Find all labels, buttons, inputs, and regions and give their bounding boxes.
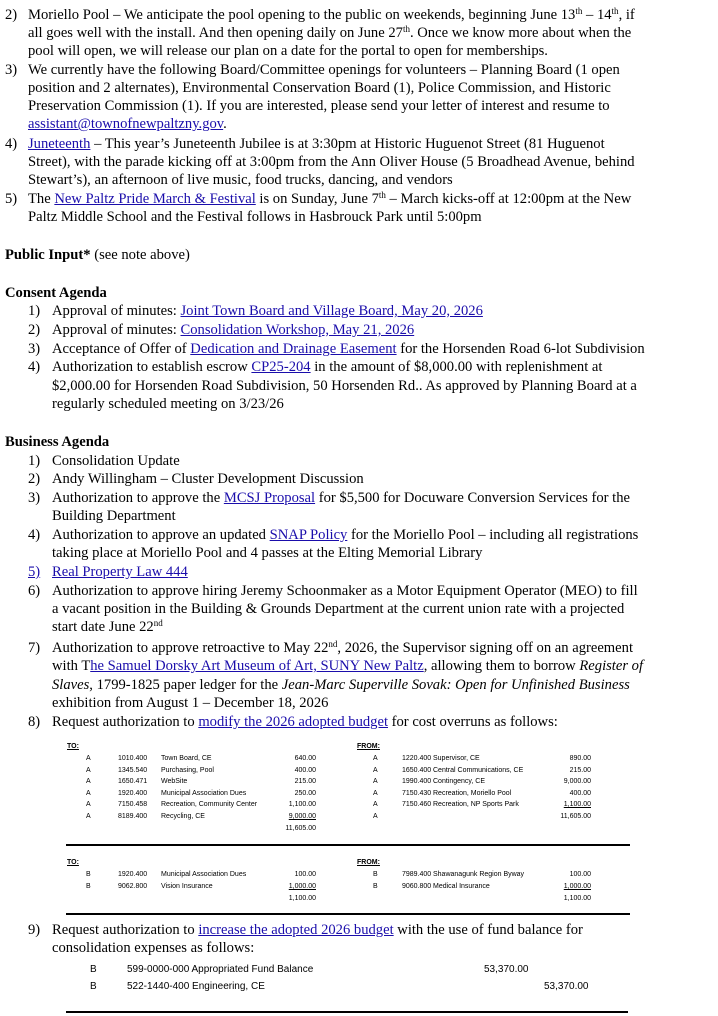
consent-agenda-heading: Consent Agenda — [5, 285, 107, 301]
pride-festival-link[interactable]: New Paltz Pride March & Festival — [54, 191, 256, 207]
item-5-number-link[interactable]: 5) — [28, 564, 41, 580]
amount: 640.00 — [294, 755, 316, 762]
item-number: 4) — [28, 359, 41, 375]
amount: 400.00 — [294, 767, 316, 774]
account-desc: Medical Insurance — [433, 883, 490, 890]
business-item-hiring: Authorization to approve hiring Jeremy Schoonmaker as a Motor Equipment Operator (MEO) to fill — [52, 583, 638, 599]
table-divider — [66, 1011, 628, 1013]
account-desc: Purchasing, Pool — [161, 767, 214, 774]
account-desc: Recreation, NP Sports Park — [433, 801, 519, 808]
from-label: FROM: — [357, 859, 380, 866]
fund-code: B — [90, 981, 97, 992]
item-number: 5) — [5, 191, 18, 207]
business-item-consolidation: Consolidation Update — [52, 453, 180, 469]
account-code: 8189.400 — [118, 813, 148, 820]
to-label: TO: — [67, 743, 79, 750]
business-item-budget-increase: consolidation expenses as follows: — [52, 940, 255, 956]
modify-budget-link[interactable]: modify the 2026 adopted budget — [198, 714, 388, 730]
business-item-snap: taking place at Moriello Pool and 4 passes at the Elting Memorial Library — [52, 545, 483, 561]
dorsky-museum-link[interactable]: he Samuel Dorsky Art Museum of Art, SUNY New Paltz — [90, 658, 424, 674]
account-code: 7150.430 — [402, 790, 432, 797]
fund-code: A — [86, 778, 91, 785]
fund-code: A — [86, 767, 91, 774]
account-desc: Recreation, Community Center — [161, 801, 258, 808]
fund-code: B — [90, 964, 97, 975]
account-desc: Supervisor, CE — [433, 755, 480, 762]
account-desc: Municipal Association Dues — [161, 871, 247, 878]
account-desc: WebSite — [161, 778, 188, 785]
announcement-pride-line: The New Paltz Pride March & Festival is on Sunday, June 7th – March kicks-off at 12:00pm at the New — [28, 190, 632, 207]
fund-code: B — [373, 883, 378, 890]
account-code: 1650.400 — [402, 767, 432, 774]
fund-code: A — [86, 790, 91, 797]
business-item-dorsky: exhibition from August 1 – December 18, 2026 — [52, 695, 329, 711]
to-total: 11,605.00 — [285, 825, 316, 832]
account-desc: Town Board, CE — [161, 755, 212, 762]
consent-item-escrow: $2,000.00 for Horsenden Road Subdivision, 50 Horsenden Rd.. As approved by Planning Board at a — [52, 378, 637, 394]
assistant-email-link[interactable]: assistant@townofnewpaltzny.gov — [28, 116, 224, 132]
consent-item-easement: Acceptance of Offer of Dedication and Drainage Easement for the Horsenden Road 6-lot Subdivision — [52, 341, 645, 357]
to-label: TO: — [67, 859, 79, 866]
amount: 53,370.00 — [484, 964, 529, 975]
amount: 400.00 — [569, 790, 591, 797]
consent-item-minutes-workshop: Approval of minutes: Consolidation Workshop, May 21, 2026 — [52, 322, 415, 338]
announcement-pride-line: Paltz Middle School and the Festival follows in Hasbrouck Park until 5:00pm — [28, 209, 482, 225]
item-number: 3) — [28, 341, 41, 357]
business-item-hiring: a vacant position in the Building & Grounds Department at the current union rate with a projected — [52, 601, 625, 617]
amount: 9,000.00 — [563, 778, 591, 785]
fund-code: A — [86, 801, 91, 808]
account-desc: Central Communications, CE — [433, 767, 524, 774]
announcement-juneteenth-line: Stewart’s), an afternoon of live music, food trucks, dancing, and vendors — [28, 172, 453, 188]
item-number: 1) — [28, 303, 41, 319]
announcement-openings-line: position and 2 alternates), Environmental Conservation Board (1), Police Commission, and Historic — [28, 80, 611, 96]
amount: 53,370.00 — [544, 981, 589, 992]
fund-code: A — [373, 790, 378, 797]
consent-item-minutes-joint: Approval of minutes: Joint Town Board and Village Board, May 20, 2026 — [52, 303, 483, 319]
account-code: 7989.400 — [402, 871, 432, 878]
snap-policy-link[interactable]: SNAP Policy — [269, 527, 348, 543]
public-input-heading: Public Input* (see note above) — [5, 247, 190, 263]
item-number: 2) — [5, 7, 18, 23]
consent-item-escrow: regularly scheduled meeting on 3/23/26 — [52, 396, 284, 412]
amount: 890.00 — [569, 755, 591, 762]
account-code: 1345.540 — [118, 767, 148, 774]
amount: 100.00 — [294, 871, 316, 878]
business-item-dorsky: with The Samuel Dorsky Art Museum of Art, SUNY New Paltz, allowing them to borrow Register of — [52, 658, 644, 674]
announcement-openings-line: We currently have the following Board/Committee openings for volunteers – Planning Board (1 open — [28, 62, 620, 78]
item-number — [28, 563, 40, 581]
juneteenth-link[interactable]: Juneteenth — [28, 136, 91, 152]
business-item-mcsj: Authorization to approve the MCSJ Proposal for $5,500 for Docuware Conversion Services for the — [52, 490, 630, 506]
item-number: 4) — [28, 527, 41, 543]
amount: 215.00 — [569, 767, 591, 774]
consent-item-escrow: Authorization to establish escrow CP25-204 in the amount of $8,000.00 with replenishment at — [52, 359, 603, 375]
item-number: 9) — [28, 922, 41, 938]
announcement-openings-line: Preservation Commission (1). If you are interested, please send your letter of interest and resume to — [28, 98, 610, 114]
amount: 1,100.00 — [563, 801, 591, 808]
business-item-hiring: start date June 22nd — [52, 618, 163, 635]
easement-link[interactable]: Dedication and Drainage Easement — [190, 341, 397, 357]
fund-code: A — [373, 755, 378, 762]
business-item-budget-increase: Request authorization to increase the adopted 2026 budget with the use of fund balance for — [52, 922, 583, 938]
business-item-cluster: Andy Willingham – Cluster Development Discussion — [52, 471, 364, 487]
business-item-snap: Authorization to approve an updated SNAP Policy for the Moriello Pool – including all registrations — [52, 527, 639, 543]
announcement-openings-line: assistant@townofnewpaltzny.gov. — [28, 116, 227, 132]
account-code: 1990.400 — [402, 778, 432, 785]
account-desc: Recreation, Moriello Pool — [433, 790, 512, 797]
escrow-cp25-204-link[interactable]: CP25-204 — [251, 359, 311, 375]
item-number: 3) — [5, 62, 18, 78]
amount: 215.00 — [294, 778, 316, 785]
increase-budget-link[interactable]: increase the adopted 2026 budget — [198, 922, 394, 938]
account-desc: Vision Insurance — [161, 883, 213, 890]
amount: 9,000.00 — [288, 813, 316, 820]
account-desc: Contingency, CE — [433, 778, 486, 785]
joint-board-minutes-link[interactable]: Joint Town Board and Village Board, May 20, 2026 — [180, 303, 483, 319]
fund-code: B — [86, 871, 91, 878]
amount: 100.00 — [569, 871, 591, 878]
announcement-pool-line: Moriello Pool – We anticipate the pool opening to the public on weekends, beginning June 13th – 14th, if — [28, 6, 635, 23]
account-code: 1920.400 — [118, 790, 148, 797]
item-number: 1) — [28, 453, 41, 469]
account-code: 1010.400 — [118, 755, 148, 762]
item-number: 6) — [28, 583, 41, 599]
account-desc: 599-0000-000 Appropriated Fund Balance — [127, 964, 314, 975]
announcement-pool-line: pool will open, we will release our plan on a date for the portal to open for memberships. — [28, 43, 548, 59]
amount: 1,000.00 — [563, 883, 591, 890]
account-code: 7150.458 — [118, 801, 148, 808]
business-item-dorsky: Authorization to approve retroactive to May 22nd, 2026, the Supervisor signing off on an agreement — [52, 639, 633, 656]
account-code: 9062.800 — [118, 883, 148, 890]
announcement-juneteenth-line: Juneteenth – This year’s Juneteenth Jubilee is at 3:30pm at Historic Huguenot Street (81 Huguenot — [28, 136, 605, 152]
item-number: 4) — [5, 136, 18, 152]
fund-code: A — [86, 813, 91, 820]
business-item-dorsky: Slaves, 1799-1825 paper ledger for the Jean-Marc Superville Sovak: Open for Unfinished Business — [52, 677, 630, 693]
from-total: 1,100.00 — [563, 895, 591, 902]
amount: 250.00 — [294, 790, 316, 797]
amount: 1,000.00 — [288, 883, 316, 890]
item-number: 3) — [28, 490, 41, 506]
item-number: 2) — [28, 322, 41, 338]
announcement-pool-line: all goes well with the install. And then opening daily on June 27th. Once we know more about when the — [28, 24, 632, 41]
business-item-budget-modify: Request authorization to modify the 2026 adopted budget for cost overruns as follows: — [52, 714, 558, 730]
fund-code: A — [373, 813, 378, 820]
account-desc: Shawanagunk Region Byway — [433, 871, 525, 878]
table-divider — [66, 844, 630, 846]
account-code: 7150.460 — [402, 801, 432, 808]
fund-code: A — [86, 755, 91, 762]
fund-code: A — [373, 767, 378, 774]
item-number: 2) — [28, 471, 41, 487]
item-number: 7) — [28, 640, 41, 656]
account-desc: 522-1440-400 Engineering, CE — [127, 981, 265, 992]
amount: 1,100.00 — [288, 801, 316, 808]
from-total: 11,605.00 — [560, 813, 591, 820]
account-code: 1920.400 — [118, 871, 148, 878]
fund-code: B — [86, 883, 91, 890]
mcsj-proposal-link[interactable]: MCSJ Proposal — [223, 490, 316, 506]
business-item-mcsj: Building Department — [52, 508, 176, 524]
account-code: 1220.400 — [402, 755, 432, 762]
to-total: 1,100.00 — [288, 895, 316, 902]
account-code: 1650.471 — [118, 778, 148, 785]
consolidation-workshop-minutes-link[interactable]: Consolidation Workshop, May 21, 2026 — [180, 322, 415, 338]
fund-code: A — [373, 801, 378, 808]
announcement-juneteenth-line: Street), with the parade kicking off at 3:00pm from the Ann Oliver House (5 Broadhead Avenue, behind — [28, 154, 635, 170]
table-divider — [66, 913, 630, 915]
from-label: FROM: — [357, 743, 380, 750]
item-number: 8) — [28, 714, 41, 730]
account-desc: Municipal Association Dues — [161, 790, 247, 797]
business-agenda-heading: Business Agenda — [5, 434, 110, 450]
account-desc: Recycling, CE — [161, 813, 205, 820]
fund-code: B — [373, 871, 378, 878]
real-property-law-link[interactable]: Real Property Law 444 — [52, 564, 188, 580]
business-item-rpl — [52, 563, 188, 581]
fund-code: A — [373, 778, 378, 785]
account-code: 9060.800 — [402, 883, 432, 890]
